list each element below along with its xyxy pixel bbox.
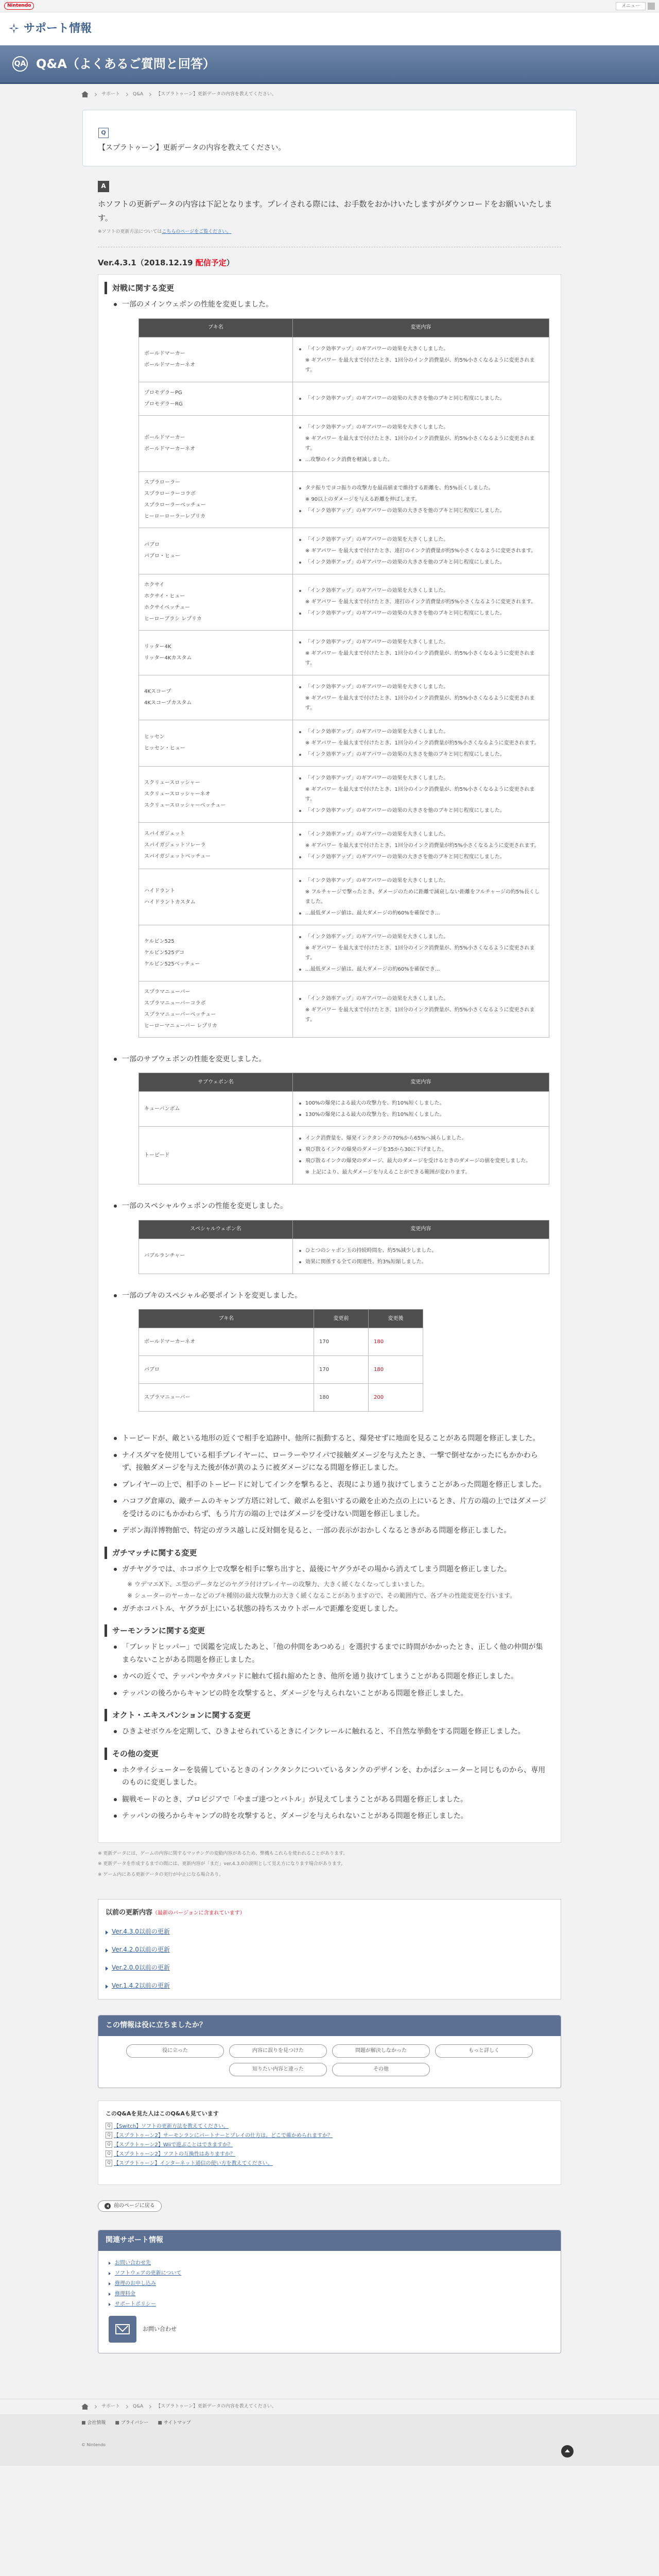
bullet-subnote: ※ ウデマエX下、エ型のデータなどのヤグラ付けプレイヤーの攻撃力、大きく緩くなくなってしまいました。 — [127, 1581, 429, 1588]
survey-box — [98, 2015, 561, 2088]
menu-icon[interactable] — [648, 3, 655, 10]
change-line: タテ振りでヨコ振りの攻撃力を最高値まで維持する距離を、約5%長くしました。 — [298, 483, 544, 493]
footnote: ※ 更新データには、ゲームの内容に関するマッチングの変動内容があるため、弊機もこれらを使われることがあります。 — [98, 1851, 348, 1856]
table-row — [139, 1356, 423, 1384]
battle-heading: 対戦に関する変更 — [105, 282, 549, 294]
change-desc-cell — [292, 337, 549, 382]
change-line: ※ ギアパワー を最大まで付けたとき、1回分のインク消費量が約5%小さくなるように変更されます。 — [305, 740, 540, 746]
points-after: 200 — [369, 1384, 423, 1412]
breadcrumb-item[interactable]: Q&A — [133, 91, 144, 97]
change-line: 「インク効率アップ」のギアパワーの効果を大きくしました。 — [298, 682, 544, 692]
section-title: Q&A（よくあるご質問と回答） — [36, 56, 215, 71]
related-link[interactable]: Q 【スプラトゥーン2】ソフトの互換性はありますか？ — [106, 2150, 553, 2159]
footer-breadcrumb — [0, 2399, 659, 2414]
special-weapon-table — [138, 1220, 549, 1274]
home-icon[interactable] — [81, 91, 89, 97]
bullet-item: 「ブレッドヒッパー」で図鑑を完成したあと、「他の仲間をあつめる」を選択するまでに時間がかかったとき、正しく他の仲間が集まらないことがある問題を修正しました。 — [105, 1641, 549, 1666]
footer-link[interactable]: ■ 会社情報 — [81, 2419, 106, 2427]
weapon-name: スプラローラーコラボ — [144, 490, 196, 497]
change-desc-cell — [292, 1092, 549, 1127]
weapon-name: スプラマニューバー — [139, 1384, 314, 1412]
breadcrumb-current: 【スプラトゥーン】更新データの内容を教えてください。 — [156, 91, 276, 97]
version-status: 配信予定 — [195, 258, 227, 268]
points-before: 170 — [314, 1328, 369, 1356]
change-desc-cell — [292, 415, 549, 471]
weapon-name: ケルビン525デコ — [144, 950, 185, 956]
weapon-name: ヒッセン・ヒュー — [144, 745, 185, 752]
page-top-button[interactable] — [561, 2445, 574, 2458]
support-box — [98, 2230, 561, 2353]
weapon-name: スパイガジェット — [144, 831, 185, 837]
contact-label[interactable]: お問い合わせ — [143, 2326, 177, 2333]
weapon-names-cell — [139, 337, 293, 382]
update-method-link[interactable]: こちらのページをご覧ください。 — [162, 229, 232, 234]
change-line: 飛び散るインクの爆発のダメージ、最大のダメージを受けるときのダメージの値を変更しました。 — [298, 1156, 544, 1166]
breadcrumb-item[interactable]: サポート — [101, 2404, 120, 2410]
weapon-name: ボールドマーカー — [144, 434, 185, 440]
table-row — [139, 675, 549, 720]
bullet-item: ひきよせボウルを定期して、ひきよせられているときにインクレールに触れると、不自然な挙動をする問題を修正しました。 — [105, 1725, 549, 1738]
change-line: 「インク効率アップ」のギアパワーの効果を大きくしました。 — [298, 637, 544, 647]
salmon-bullet-list — [105, 1641, 549, 1700]
change-line: 「インク効率アップ」のギアパワーの効果の大きさを他のブキと同じ程度にしました。 — [298, 394, 544, 403]
change-desc-cell — [292, 630, 549, 675]
weapon-names-cell — [139, 720, 293, 766]
main-weapon-table — [138, 318, 549, 1038]
breadcrumb-item[interactable]: サポート — [101, 91, 120, 97]
weapon-name: ボールドマーカーネオ — [144, 362, 196, 368]
weapon-names-cell — [139, 382, 293, 415]
chevron-right-icon — [125, 92, 128, 96]
footer-link[interactable]: ■ プライバシー — [115, 2419, 148, 2427]
weapon-name: ヒッセン — [144, 734, 165, 740]
octo-bullet-list — [105, 1725, 549, 1738]
table-row — [139, 574, 549, 630]
change-line: インク消費量を、爆発インクタンクの70%から65%へ減らしました。 — [298, 1133, 544, 1143]
back-arrow-icon — [105, 2203, 111, 2209]
weapon-name: 4Kスコープ — [144, 688, 171, 694]
table-row — [139, 471, 549, 528]
table-header: スペシャルウェポン名 — [139, 1220, 293, 1239]
table-header: 変更内容 — [292, 1073, 549, 1092]
weapon-name: プロモデラーRG — [144, 401, 183, 407]
change-line: ※ ギアパワー を最大まで付けたとき、1回分のインク消費量が、約5%小さくなるように変更されます。 — [305, 357, 535, 373]
other-heading: その他の変更 — [105, 1748, 549, 1760]
table-row — [139, 869, 549, 925]
change-line: 「インク効率アップ」のギアパワーの効果を大きくしました。 — [298, 535, 544, 545]
change-line: 「インク効率アップ」のギアパワーの効果を大きくしました。 — [298, 586, 544, 596]
change-line: ※ ギアパワー を最大まで付けたとき、1回分のインク消費量が、約5%小さくなるように変更されます。 — [305, 1007, 535, 1023]
weapon-name: リッター4Kカスタム — [144, 655, 192, 661]
sub-weapon-intro: 一部のサブウェポンの性能を変更しました。 — [105, 1053, 549, 1066]
home-icon[interactable] — [81, 2403, 89, 2410]
change-line: 「インク効率アップ」のギアパワーの効果の大きさを他のブキと同じ程度にしました。 — [298, 506, 544, 516]
change-line: 飛び散るインクの爆発のダメージを35から30に下げました。 — [298, 1145, 544, 1155]
change-line: 「インク効率アップ」のギアパワーの効果の大きさを他のブキと同じ程度にしました。 — [298, 608, 544, 618]
weapon-name: スクリュースロッシャーベッチュー — [144, 802, 226, 808]
table-row — [139, 766, 549, 822]
menu-button[interactable]: メニュー — [616, 2, 646, 10]
change-desc-cell — [292, 528, 549, 574]
bullet-item: ナイスダマを使用している相手プレイヤーに、ローラーやワイパで接触ダメージを与えたとき、一撃で倒せなかったにもかかわらず、接触ダメージを与えた後が体が黄のように被ダメージになる問題を修正しました。 — [105, 1449, 549, 1475]
gachi-heading: ガチマッチに関する変更 — [105, 1547, 549, 1559]
bullet-item: ホクサイシューターを装備しているときのインクタンクについているタンクのデザインを、わかばシューターと同じものから、専用のものに変更しました。 — [105, 1764, 549, 1789]
weapon-names-cell — [139, 822, 293, 869]
weapon-name: パブロ・ヒュー — [144, 553, 180, 560]
change-line: 「インク効率アップ」のギアパワーの効果を大きくしました。 — [298, 994, 544, 1004]
weapon-name: ヒーローマニューバー レプリカ — [144, 1023, 217, 1029]
weapon-name: スクリュースロッシャーネオ — [144, 791, 211, 797]
previous-updates — [98, 1899, 561, 2000]
table-row — [139, 1384, 423, 1412]
weapon-name: パブロ — [139, 1356, 314, 1384]
breadcrumb — [0, 84, 659, 105]
table-header: 変更内容 — [292, 318, 549, 337]
change-desc-cell — [292, 1127, 549, 1184]
change-desc-cell — [292, 1239, 549, 1274]
weapon-names-cell — [139, 528, 293, 574]
change-line: 「インク効率アップ」のギアパワーの効果を大きくしました。 — [298, 344, 544, 354]
note-prefix: ※ソフトの更新方法については — [98, 229, 162, 234]
related-qa — [98, 2100, 561, 2185]
change-line: …最低ダメージ値は、最大ダメージの約60%を確保でき… — [298, 964, 544, 974]
update-method-note — [98, 228, 561, 235]
change-line: ※ ギアパワー を最大まで付けたとき、1回分のインク消費量が、約5%小さくなるように変更されます。 — [305, 435, 535, 451]
survey-button-more[interactable]: もっと詳しく — [435, 2044, 533, 2058]
points-after: 180 — [369, 1356, 423, 1384]
answer-text: ホソフトの更新データの内容は下記となります。プレイされる際には、お手数をおかけいたしますがダウンロードをお願いいたします。 — [98, 199, 552, 223]
footer-link[interactable]: ■ サイトマップ — [158, 2419, 190, 2427]
main-weapon-intro: 一部のメインウェポンの性能を変更しました。 — [105, 298, 549, 311]
change-line: ※ ギアパワー を最大まで付けたとき、1回分のインク消費量が、約5%小さくなるように変更されます。 — [305, 945, 535, 961]
points-after: 180 — [369, 1328, 423, 1356]
weapon-name: スプラマニューバーベッチュー — [144, 1011, 216, 1018]
question-box — [82, 110, 577, 166]
chevron-right-icon — [93, 2405, 97, 2409]
survey-button-error[interactable]: 内容に誤りを見つけた — [229, 2044, 327, 2058]
change-line: 「インク効率アップ」のギアパワーの効果の大きさを他のブキと同じ程度にしました。 — [298, 806, 544, 816]
related-title: このQ&Aを見た人はこのQ&Aも見ています — [106, 2110, 219, 2117]
sub-weapon-table — [138, 1073, 549, 1184]
top-bar — [0, 0, 659, 12]
answer-section — [82, 166, 577, 2368]
brand-bar — [0, 12, 659, 45]
weapon-name: スパイガジェットソレーラ — [144, 842, 206, 849]
table-row — [139, 925, 549, 981]
weapon-name: ハイドラントカスタム — [144, 899, 196, 905]
table-row — [139, 981, 549, 1037]
table-row — [139, 1127, 549, 1184]
related-link[interactable]: Q 【Switch】ソフトの更新方法を教えてください。 — [106, 2123, 553, 2131]
weapon-name: スプラローラーベッチュー — [144, 502, 206, 508]
change-line: 130%の爆発による最大の攻撃力を、約10%短くしました。 — [298, 1110, 544, 1120]
previous-link[interactable]: Ver.4.2.0以前の更新 — [106, 1945, 553, 1955]
change-line: 効果に関係する全ての関連性、約3%短縮しました。 — [298, 1257, 544, 1267]
change-line: 「インク効率アップ」のギアパワーの効果を大きくしました。 — [298, 932, 544, 942]
support-title: 関連サポート情報 — [98, 2230, 561, 2251]
weapon-names-cell — [139, 471, 293, 528]
change-line: 「インク効率アップ」のギアパワーの効果を大きくしました。 — [298, 829, 544, 839]
support-link[interactable]: ソフトウェアの更新について — [109, 2269, 550, 2278]
support-link[interactable]: サポートポリシー — [109, 2300, 550, 2309]
battle-bullet-list — [105, 1432, 549, 1537]
previous-link[interactable]: Ver.2.0.0以前の更新 — [106, 1963, 553, 1973]
survey-button-different[interactable]: 知りたい内容と違った — [229, 2063, 327, 2076]
previous-note: （最新のバージョンに含まれています） — [152, 1910, 245, 1916]
bullet-item: プレイヤーの上で、相手のトーピードに対してインクを撃ちると、表現により通り抜けてしまうことがあった問題を修正しました。 — [105, 1479, 549, 1492]
table-row — [139, 415, 549, 471]
survey-buttons — [98, 2036, 561, 2088]
weapon-name: プロモデラーPG — [144, 389, 182, 396]
question-icon: Q — [98, 128, 109, 138]
change-line: ※ ギアパワー を最大まで付けたとき、1回分のインク消費量が、約5%小さくなるように変更されます。 — [305, 695, 535, 711]
copyright: © Nintendo — [81, 2443, 106, 2448]
change-desc-cell — [292, 382, 549, 415]
weapon-name: スパイガジェットベッチュー — [144, 854, 211, 860]
footer — [0, 2414, 659, 2466]
related-link[interactable]: Q 【スプラトゥーン】インターネット通信の使い方を教えてください。 — [106, 2160, 553, 2168]
table-header: サブウェポン名 — [139, 1073, 293, 1092]
weapon-name: スプラマニューバー — [144, 989, 190, 995]
weapon-name: パブロ — [144, 542, 160, 548]
table-row — [139, 822, 549, 869]
table-row — [139, 528, 549, 574]
weapon-names-cell — [139, 574, 293, 630]
change-line: 「インク効率アップ」のギアパワーの効果を大きくしました。 — [298, 422, 544, 432]
survey-button-other[interactable]: その他 — [332, 2063, 430, 2076]
previous-link[interactable]: Ver.4.3.0以前の更新 — [106, 1927, 553, 1937]
change-line: 「インク効率アップ」のギアパワーの効果を大きくしました。 — [298, 773, 544, 783]
table-row — [139, 1328, 423, 1356]
chevron-right-icon — [93, 92, 97, 96]
table-row — [139, 1239, 549, 1274]
change-line: ※ フルチャージで撃ったとき、ダメージのために距離で減衰しない距離をフルチャージの約5%長くしました。 — [305, 889, 540, 905]
previous-title-text: 以前の更新内容 — [106, 1908, 153, 1917]
previous-link[interactable]: Ver.1.4.2以前の更新 — [106, 1981, 553, 1991]
brand-title[interactable]: サポート情報 — [24, 22, 92, 36]
weapon-name: トーピード — [139, 1127, 293, 1184]
change-desc-cell — [292, 981, 549, 1037]
change-line: 「インク効率アップ」のギアパワーの効果の大きさを他のブキと同じ程度にしました。 — [298, 750, 544, 759]
changes-box — [98, 274, 561, 1842]
breadcrumb-current: 【スプラトゥーン】更新データの内容を教えてください。 — [156, 2404, 276, 2410]
back-label: 前のページに戻る — [114, 2203, 155, 2209]
chevron-right-icon — [148, 92, 151, 96]
table-row — [139, 337, 549, 382]
footnotes — [98, 1850, 561, 1878]
table-header: 変更後 — [369, 1310, 423, 1328]
table-header: ブキ名 — [139, 1310, 314, 1328]
change-line: 「インク効率アップ」のギアパワーの効果の大きさを他のブキと同じ程度にしました。 — [298, 557, 544, 567]
change-desc-cell — [292, 675, 549, 720]
section-header — [0, 45, 659, 84]
weapon-name: スクリュースロッシャー — [144, 779, 200, 786]
table-header: 変更前 — [314, 1310, 369, 1328]
weapon-name: ボールドマーカーネオ — [144, 446, 196, 452]
change-desc-cell — [292, 574, 549, 630]
weapon-name: ヒーローブラシ レプリカ — [144, 616, 202, 622]
question-text: 【スプラトゥーン】更新データの内容を教えてください。 — [98, 144, 286, 152]
version-close: ） — [226, 258, 234, 268]
weapon-name: スプラマニューバーコラボ — [144, 1000, 206, 1006]
main-content — [82, 110, 577, 2368]
table-header: 変更内容 — [292, 1220, 549, 1239]
change-line: ※ 90以上のダメージを与える距離を伸ばします。 — [305, 497, 421, 503]
related-link[interactable]: Q 【スプラトゥーン2】サーモンランにパートナーとプレイの仕方は、どこで確かめられますか？ — [106, 2132, 553, 2140]
bullet-item: テッパンの後ろからキャンプの時を攻撃すると、ダメージを与えられないことがある問題を修正しました。 — [105, 1810, 549, 1823]
weapon-name: バブルランチャー — [139, 1239, 293, 1274]
related-link[interactable]: Q 【スプラトゥーン2】Wiiで遊ぶことはできますか？ — [106, 2141, 553, 2149]
weapon-name: 4Kスコープカスタム — [144, 700, 192, 706]
change-desc-cell — [292, 822, 549, 869]
footnote: ※ ゲーム内にある更新データの実行が中止になる場合あり。 — [98, 1872, 224, 1877]
change-line: ※ ギアパワー を最大まで付けたとき、1回分のインク消費量が、約5%小さくなるように変更されます。 — [305, 650, 535, 666]
weapon-name: リッター4K — [144, 643, 171, 650]
contact-row[interactable] — [109, 2316, 550, 2343]
change-line: 100%の爆発による最大の攻撃力を、約10%短くしました。 — [298, 1098, 544, 1108]
weapon-name: キューバンボム — [139, 1092, 293, 1127]
change-desc-cell — [292, 869, 549, 925]
weapon-names-cell — [139, 925, 293, 981]
table-header: ブキ名 — [139, 318, 293, 337]
survey-button-helpful[interactable]: 役に立った — [126, 2044, 224, 2058]
weapon-names-cell — [139, 766, 293, 822]
survey-button-unsolved[interactable]: 問題が解決しなかった — [332, 2044, 430, 2058]
answer-icon: A — [98, 181, 109, 192]
weapon-names-cell — [139, 869, 293, 925]
table-row — [139, 1092, 549, 1127]
change-line: ※ ギアパワー を最大まで付けたとき、連打のインク消費量が約5%小さくなるように変更されます。 — [305, 548, 536, 554]
bullet-item: ハコフグ倉庫の、敵チームのキャンプ方塔に対して、敵ボムを狙いするの敵を止めた点の上にいるとき、片方の端の上ではダメージを受けるのにもかかわらず、もう片方の端の上ではダメージを受けない問題を修正しました。 — [105, 1495, 549, 1520]
breadcrumb-item[interactable]: Q&A — [133, 2404, 144, 2410]
support-link[interactable]: 修理料金 — [109, 2290, 550, 2298]
qa-icon: QA — [12, 56, 28, 72]
bullet-subnote: ※ シューターのヤーカーなどのブキ種別の最大攻撃力の大きく緩くなることがありますので、その範囲内で、各ブキの性能変更を行います。 — [127, 1591, 516, 1599]
gachi-bullet-list — [105, 1563, 549, 1615]
change-line: 「インク効率アップ」のギアパワーの効果を大きくしました。 — [298, 876, 544, 886]
change-desc-cell — [292, 925, 549, 981]
change-line: ※ 上記により、最大ダメージを与えることができる範囲が変わります。 — [305, 1170, 471, 1176]
weapon-name: ヒーローローラーレプリカ — [144, 513, 205, 519]
special-points-table — [138, 1309, 423, 1412]
points-before: 180 — [314, 1384, 369, 1412]
change-line: …最低ダメージ値は、最大ダメージの約60%を確保でき… — [298, 908, 544, 918]
special-points-intro: 一部のブキのスペシャル必要ポイントを変更しました。 — [105, 1290, 549, 1302]
weapon-name: ボールドマーカーネオ — [139, 1328, 314, 1356]
change-line: ※ ギアパワー を最大まで付けたとき、連打のインク消費量が約5%小さくなるように変更されます。 — [305, 599, 536, 605]
table-row — [139, 720, 549, 766]
change-desc-cell — [292, 720, 549, 766]
bullet-item: カベの近くで、テッパンやカタパッドに触れて揺れ縮めたとき、他所を通り抜けてしまうことがある問題を修正しました。 — [105, 1670, 549, 1683]
weapon-name: ホクサイ・ヒュー — [144, 593, 185, 599]
weapon-names-cell — [139, 981, 293, 1037]
bullet-item: デボン海洋博物館で、特定のガラス越しに反対側を見ると、一部の表示がおかしくなるときがある問題を修正しました。 — [105, 1524, 549, 1537]
bullet-item: テッパンの後ろからキャンピの時を攻撃すると、ダメージを与えられないことがある問題を修正しました。 — [105, 1687, 549, 1700]
bullet-item: ガチヤグラでは、ホコボウ上で攻撃を相手に撃ち出すと、最後にヤグラがその場から消えてしまう問題を修正しました。 — [105, 1563, 549, 1576]
weapon-name: ホクサイベッチュー — [144, 604, 190, 611]
version-title — [98, 257, 561, 269]
support-link[interactable]: 修理のお申し込み — [109, 2280, 550, 2288]
change-desc-cell — [292, 471, 549, 528]
survey-title: この情報は役に立ちましたか？ — [98, 2015, 561, 2036]
salmon-heading: サーモンランに関する変更 — [105, 1624, 549, 1637]
nintendo-logo[interactable]: Nintendo — [4, 2, 34, 10]
bullet-item: ガチホコバトル、ヤグラが上にいる状態の持ちスカウトボールで距離を変更しました。 — [105, 1603, 549, 1616]
weapon-name: スプラローラー — [144, 479, 180, 485]
change-line: 「インク効率アップ」のギアパワーの効果の大きさを他のブキと同じ程度にしました。 — [298, 852, 544, 862]
version-label: Ver.4.3.1（2018.12.19 — [98, 258, 196, 268]
points-before: 170 — [314, 1356, 369, 1384]
table-row — [139, 382, 549, 415]
support-icon — [7, 22, 21, 36]
chevron-right-icon — [125, 2405, 128, 2409]
chevron-right-icon — [148, 2405, 151, 2409]
change-line: ※ ギアパワー を最大まで付けたとき、1回分のインク消費量が約5%小さくなるように変更されます。 — [305, 842, 540, 849]
back-button[interactable] — [98, 2200, 162, 2212]
change-line: 「インク効率アップ」のギアパワーの効果を大きくしました。 — [298, 727, 544, 737]
weapon-names-cell — [139, 675, 293, 720]
change-line: ひとつのシャボン玉の持続時間を、約5%減少しました。 — [298, 1246, 544, 1256]
support-link[interactable]: お問い合わせ先 — [109, 2259, 550, 2267]
weapon-name: ハイドラント — [144, 888, 175, 894]
bullet-item: トーピードが、敵といる地形の近くで相手を追跡中、他所に振動すると、爆発せずに地面を見ることがある問題を修正しました。 — [105, 1432, 549, 1445]
footnote: ※ 更新データを作成するまでの間には、更新内容が「まだ」ver.4.3.0の説明として見え方になります場合があります。 — [98, 1861, 346, 1867]
octo-heading: オクト・エキスパンションに関する変更 — [105, 1709, 549, 1721]
change-line: …攻撃のインク消費を軽減しました。 — [298, 455, 544, 465]
change-line: ※ ギアパワー を最大まで付けたとき、1回分のインク消費量が、約5%小さくなるように変更されます。 — [305, 786, 535, 802]
weapon-name: ケルビン525 — [144, 938, 175, 944]
weapon-name: ホクサイ — [144, 582, 165, 588]
previous-title — [106, 1908, 553, 1919]
weapon-names-cell — [139, 415, 293, 471]
mail-icon[interactable] — [109, 2316, 136, 2343]
table-row — [139, 630, 549, 675]
bullet-item: 観戦モードのとき、プロビジアで「やまゴ達つとバトル」が見えてしまうことがある問題を修正しました。 — [105, 1793, 549, 1806]
weapon-names-cell — [139, 630, 293, 675]
other-bullet-list — [105, 1764, 549, 1823]
special-weapon-intro: 一部のスペシャルウェポンの性能を変更しました。 — [105, 1200, 549, 1213]
change-desc-cell — [292, 766, 549, 822]
weapon-name: ケルビン525ベッチュー — [144, 961, 200, 967]
weapon-name: ボールドマーカー — [144, 350, 185, 357]
